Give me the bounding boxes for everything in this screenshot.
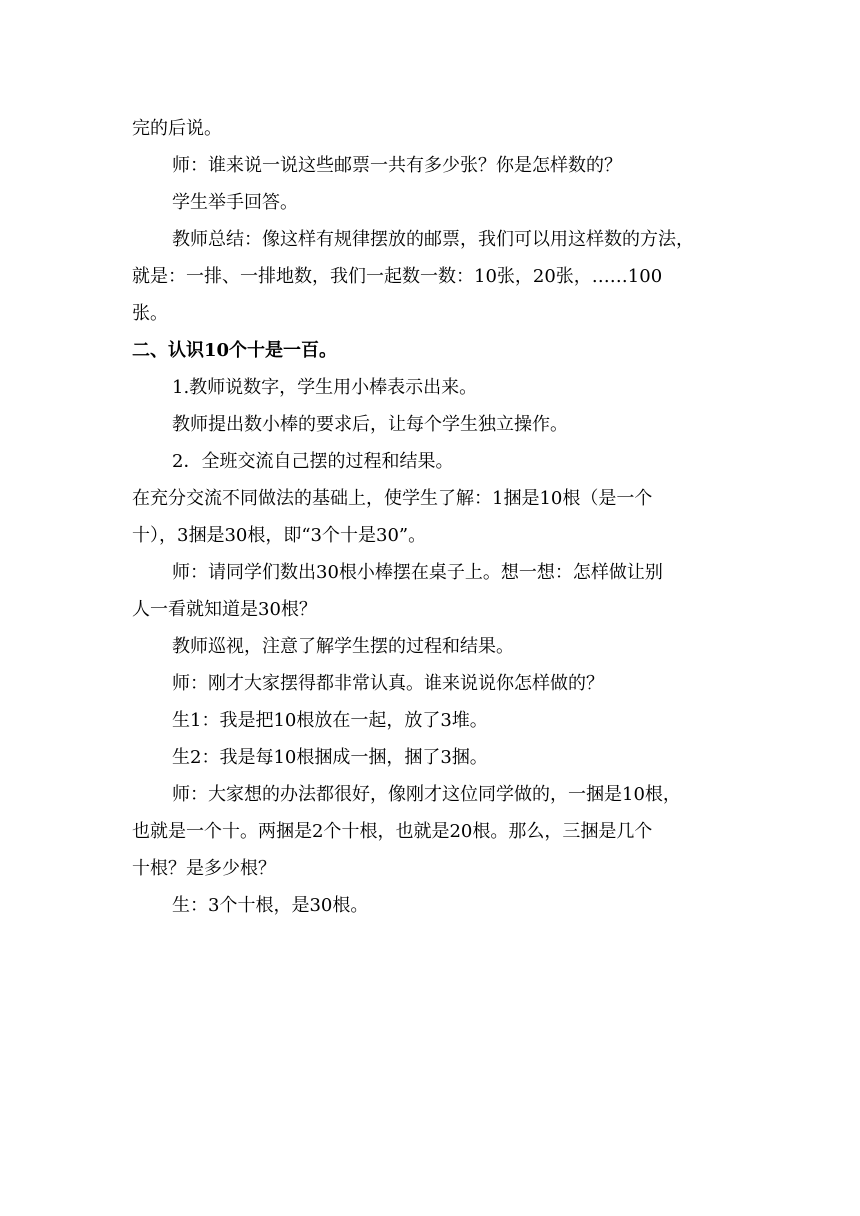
teacher-explanation-line-3: 十根？是多少根？ [132,858,276,879]
teacher-observes: 教师巡视，注意了解学生摆的过程和结果。 [172,636,514,657]
exchange-line-2: 十），3捆是30根，即“3个十是30”。 [132,525,427,546]
student-2-answer: 生2：我是每10根捆成一捆，捆了3捆。 [172,747,488,768]
teacher-instruction-line-2: 人一看就知道是30根？ [132,599,317,620]
teacher-instruction-line-1: 师：请同学们数出30根小棒摆在桌子上。想一想：怎样做让别 [172,562,663,583]
student-response: 学生举手回答。 [172,192,298,213]
teacher-explanation-line-1: 师：大家想的办法都很好，像刚才这位同学做的，一捆是10根， [172,784,681,805]
step-2: 2．全班交流自己摆的过程和结果。 [172,451,454,472]
paragraph-continuation: 完的后说。 [132,118,222,139]
section-heading: 二、认识10个十是一百。 [132,340,338,361]
student-1-answer: 生1：我是把10根放在一起，放了3堆。 [172,710,488,731]
student-final-answer: 生：3个十根，是30根。 [172,895,369,916]
teacher-summary-line-2: 就是：一排、一排地数，我们一起数一数：10张，20张，……100 [132,266,663,287]
step-1-detail: 教师提出数小棒的要求后，让每个学生独立操作。 [172,414,568,435]
teacher-explanation-line-2: 也就是一个十。两捆是2个十根，也就是20根。那么，三捆是几个 [132,821,653,842]
step-1: 1.教师说数字，学生用小棒表示出来。 [172,377,478,398]
document-body [132,110,728,924]
teacher-asks: 师：刚才大家摆得都非常认真。谁来说说你怎样做的？ [172,673,604,694]
teacher-summary-line-3: 张。 [132,303,168,324]
exchange-line-1: 在充分交流不同做法的基础上，使学生了解：1捆是10根（是一个 [132,488,653,509]
teacher-summary-line-1: 教师总结：像这样有规律摆放的邮票，我们可以用这样数的方法， [172,229,694,250]
teacher-question: 师：谁来说一说这些邮票一共有多少张？你是怎样数的？ [172,155,622,176]
